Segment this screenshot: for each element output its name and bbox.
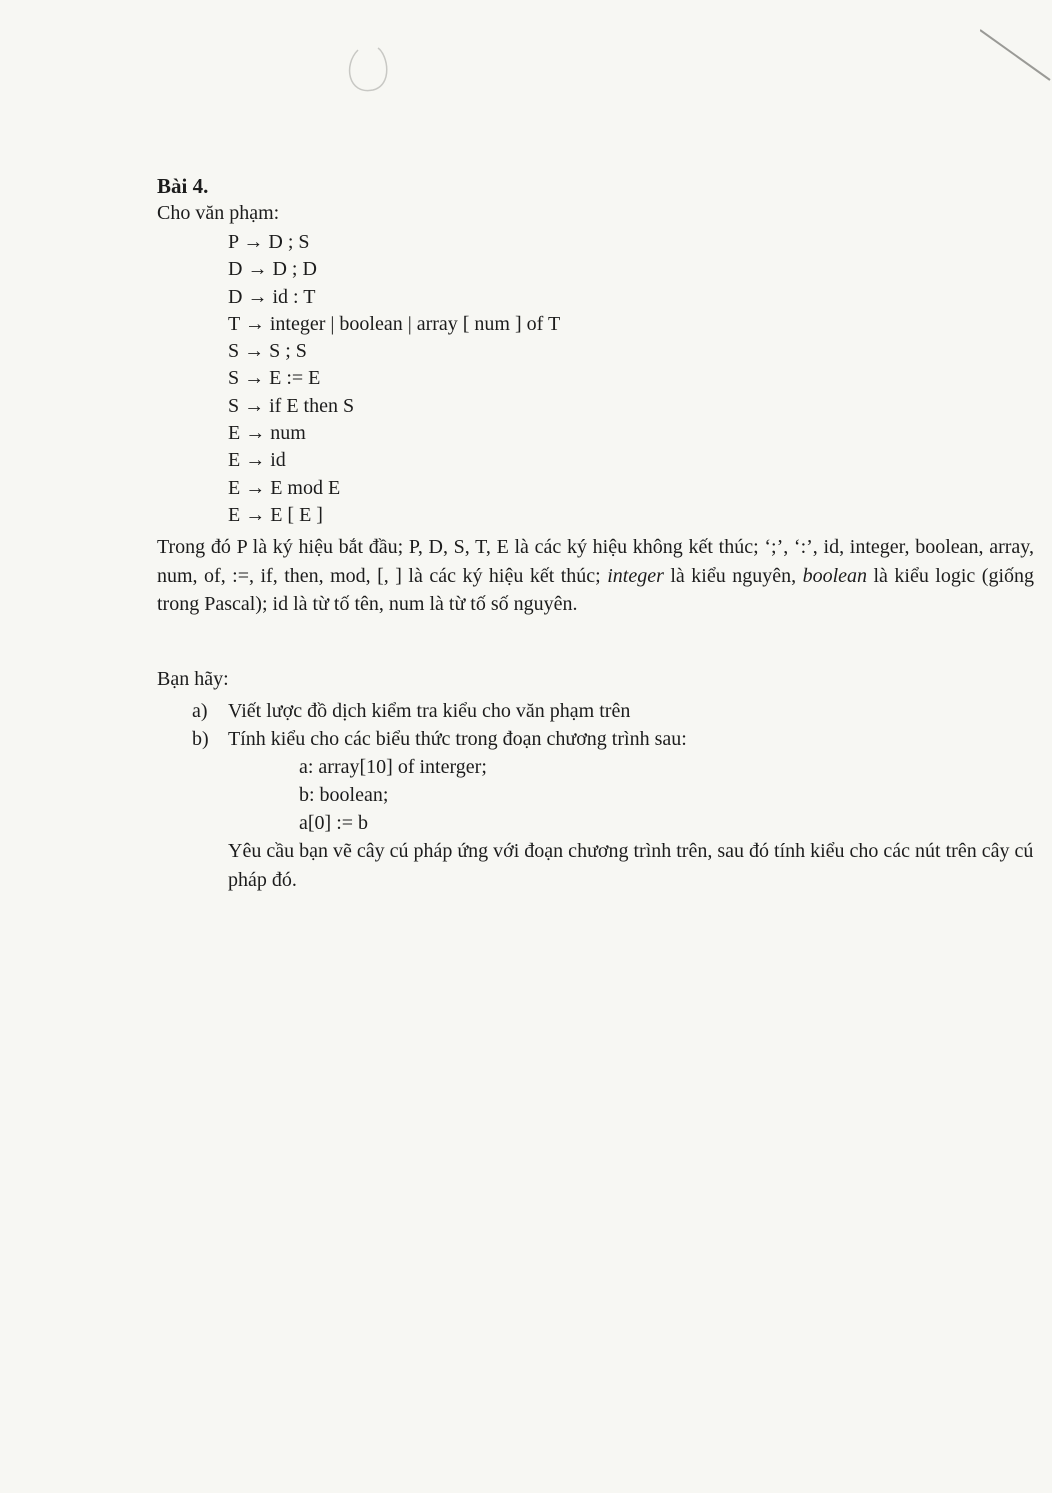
task-text: Viết lược đồ dịch kiểm tra kiểu cho văn phạm trên [228,700,631,722]
explanation-text: Trong đó P là ký hiệu bắt đầu; P, D, S, T, E là các ký hiệu không kết thúc; ‘;’, ‘:’, id, integer, boolean, array, num, of, :=, if, then, mod, [, ] là các ký hiệu kết thúc; [157,536,1034,587]
grammar-rule: P → D ; S [228,231,310,253]
grammar-rules [228,229,560,529]
code-snippet [299,753,487,837]
grammar-rule: S → S ; S [228,340,307,363]
exercise-title: Bài 4. [157,174,209,198]
grammar-rule: D → D ; D [228,258,317,281]
grammar-rule: S → E := E [228,367,321,390]
integer-keyword: integer [607,564,664,587]
explanation-paragraph [157,533,1034,619]
grammar-rule: S → if E then S [228,394,355,417]
explanation-text: là kiểu logic (giống trong Pascal); id là từ tố tên, num là từ tố số nguyên. [157,564,1034,615]
grammar-rule: D → id : T [228,285,316,308]
grammar-rule: E → E mod E [228,476,341,499]
code-line: b: boolean; [299,784,389,806]
grammar-rule: E → id [228,449,286,472]
task-item [192,697,687,725]
task-label: b) [192,728,209,750]
page-corner-fold-icon [980,25,1052,85]
explanation-text: là kiểu nguyên, [663,564,803,587]
task-label: a) [192,700,208,722]
task-item [192,725,687,753]
boolean-keyword: boolean [802,564,867,587]
grammar-intro: Cho văn phạm: [157,202,280,224]
code-line: a[0] := b [299,812,369,834]
grammar-rule: E → num [228,422,306,445]
requirement-text: Yêu cầu bạn vẽ cây cú pháp ứng với đoạn chương trình trên, sau đó tính kiểu cho các nút trên cây cú pháp đó. [228,840,1034,891]
grammar-rule: T → integer | boolean | array [ num ] of T [228,312,561,335]
grammar-rule: E → E [ E ] [228,503,323,526]
task-text: Tính kiểu cho các biểu thức trong đoạn chương trình sau: [228,728,687,750]
task-prompt: Bạn hãy: [157,668,229,690]
code-line: a: array[10] of interger; [299,756,487,778]
task-list [192,697,687,753]
pencil-mark-icon [338,40,398,100]
